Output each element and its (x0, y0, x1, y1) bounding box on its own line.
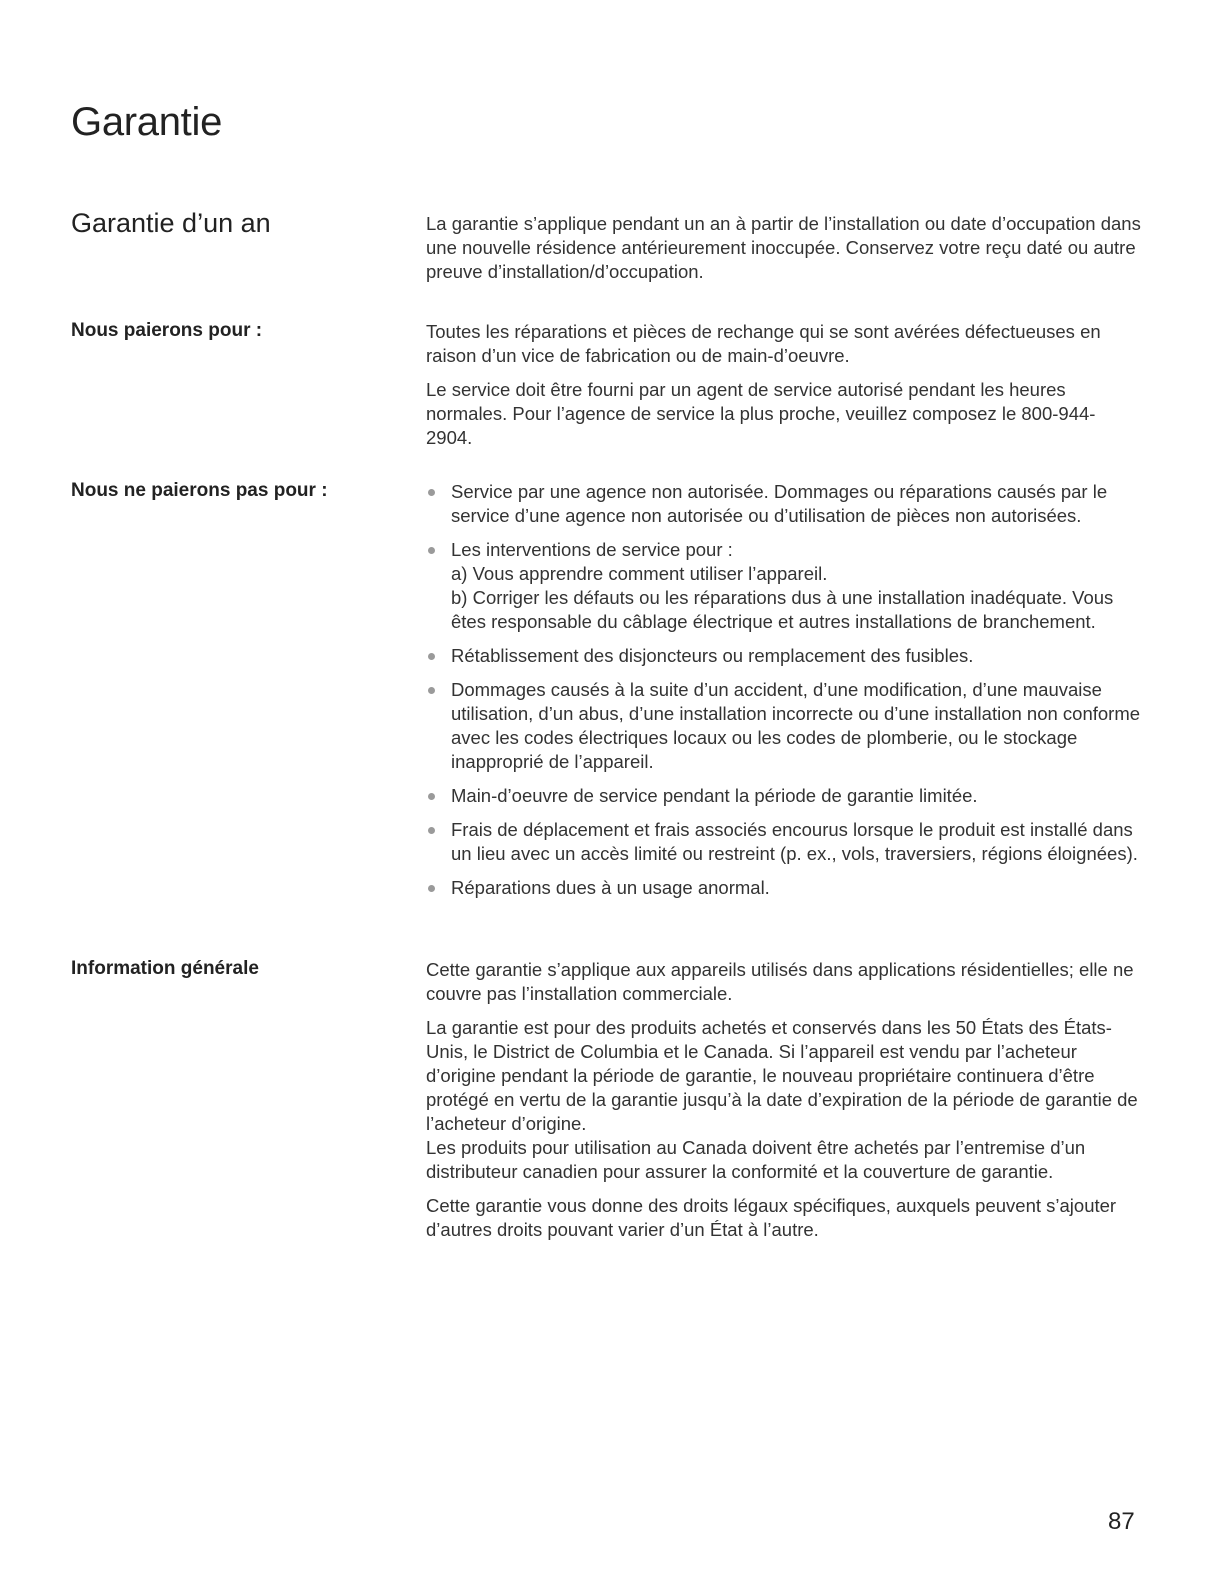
page-number: 87 (1108, 1508, 1135, 1535)
paragraph (426, 1194, 1141, 1242)
list-item-text: Réparations dues à un usage anormal. (451, 877, 770, 898)
list-item (426, 876, 1141, 900)
paragraph-text: Cette garantie vous donne des droits légaux spécifiques, auxquels peuvent s’ajouter d’autres droits pouvant varier d’un État à l’autre. (426, 1195, 1117, 1240)
section-label-one-year: Garantie d’un an (71, 208, 271, 238)
list-item-text: Dommages causés à la suite d’un accident, d’une modification, d’une mauvaise utilisation, d’un abus, d’une installation incorrecte ou d’une installation non conforme avec les codes électriques locaux ou les codes de plomberie, ou le stockage inapproprié de l’appareil. (451, 679, 1141, 772)
list-item-text: a) Vous apprendre comment utiliser l’appareil. (451, 563, 828, 584)
paragraph: Le service doit être fourni par un agent de service autorisé pendant les heures normales. Pour l’agence de service la plus proche, veuillez composez le 800-944-2904. (426, 379, 1096, 448)
page-title: Garantie (71, 100, 223, 144)
paragraph-text: La garantie est pour des produits achetés et conservés dans les 50 États des États-Unis, le District de Columbia et le Canada. Si l’appareil est vendu par l’acheteur d’origine pendant la période de garantie, le nouveau propriétaire continuera d’être protégé en vertu de la garantie jusqu’à la date d’expiration de la période de garantie de l’acheteur d’origine. (426, 1017, 1138, 1134)
paragraph (426, 1016, 1141, 1184)
list-item (426, 480, 1141, 528)
list-item-text: Frais de déplacement et frais associés encourus lorsque le produit est installé dans un lieu avec un accès limité ou restreint (p. ex., vols, traversiers, régions éloignées). (451, 819, 1138, 864)
bullet-icon (428, 687, 435, 694)
section-body-one-year (426, 212, 1141, 294)
section-label-will-not-pay: Nous ne paierons pas pour : (71, 480, 328, 501)
list-item-text: Les interventions de service pour : (451, 539, 733, 560)
section-body-will-pay (426, 320, 1141, 460)
bullet-icon (428, 793, 435, 800)
list-item (426, 784, 1141, 808)
section-label-will-pay: Nous paierons pour : (71, 320, 263, 341)
bullet-icon (428, 885, 435, 892)
section-body-general (426, 958, 1141, 1252)
paragraph-text: Cette garantie s’applique aux appareils utilisés dans applications résidentielles; elle ne couvre pas l’installation commerciale. (426, 959, 1134, 1004)
paragraph-text: Les produits pour utilisation au Canada doivent être achetés par l’entremise d’un distributeur canadien pour assurer la conformité et la couverture de garantie. (426, 1137, 1086, 1182)
paragraph: La garantie s’applique pendant un an à partir de l’installation ou date d’occupation dans une nouvelle résidence antérieurement inoccupée. Conservez votre reçu daté ou autre preuve d’installation/d’occupation. (426, 213, 1141, 282)
section-label-general: Information générale (71, 958, 259, 979)
list-item (426, 538, 1141, 634)
section-body-will-not-pay (426, 480, 1141, 910)
list-item-text: b) Corriger les défauts ou les réparations dus à une installation inadéquate. Vous êtes responsable du câblage électrique et autres installations de branchement. (451, 587, 1114, 632)
paragraph: Toutes les réparations et pièces de rechange qui se sont avérées défectueuses en raison d’un vice de fabrication ou de main-d’oeuvre. (426, 321, 1101, 366)
bullet-icon (428, 827, 435, 834)
exclusions-list (426, 480, 1141, 900)
list-item (426, 818, 1141, 866)
bullet-icon (428, 547, 435, 554)
list-item-text: Rétablissement des disjoncteurs ou remplacement des fusibles. (451, 645, 974, 666)
list-item-text: Service par une agence non autorisée. Dommages ou réparations causés par le service d’une agence non autorisée ou d’utilisation de pièces non autorisées. (451, 481, 1108, 526)
list-item (426, 678, 1141, 774)
bullet-icon (428, 653, 435, 660)
list-item-text: Main-d’oeuvre de service pendant la période de garantie limitée. (451, 785, 978, 806)
list-item (426, 644, 1141, 668)
paragraph (426, 958, 1141, 1006)
bullet-icon (428, 489, 435, 496)
